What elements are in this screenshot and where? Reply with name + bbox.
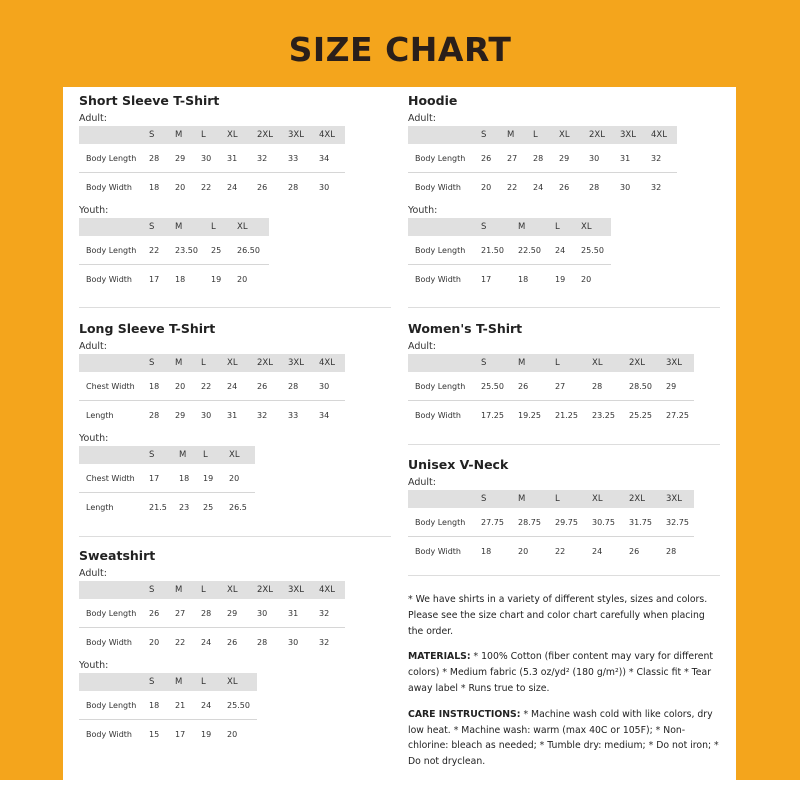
corner-cell [408,490,481,508]
adult-label: Adult: [79,568,107,579]
value-cell: 31 [227,144,257,173]
section-womens [408,321,694,429]
size-cell: L [555,490,592,508]
corner-cell [79,673,149,691]
size-cell: L [201,673,227,691]
youth-label: Youth: [79,205,109,216]
table-row [408,537,694,566]
value-cell: 30 [257,599,288,628]
size-table-youth [79,673,257,748]
size-table-adult [79,354,345,429]
table-row [408,508,694,537]
value-cell: 33 [288,144,319,173]
size-cell: M [518,218,555,236]
value-cell: 27 [507,144,533,173]
size-header-row [408,218,611,236]
value-cell: 20 [581,274,592,284]
value-cell: 26 [481,144,507,173]
value-cell: 18 [179,464,203,493]
value-cell: 26 [227,637,238,647]
corner-cell [79,581,149,599]
row-label: Body Length [408,236,481,265]
value-cell: 19.25 [518,410,541,420]
value-cell: 29 [559,144,589,173]
product-notes [408,592,722,780]
size-cell: L [555,354,592,372]
row-label: Body Width [415,410,461,420]
care-text: * Machine wash cold with like colors, dry low heat. * Machine wash: warm (max 40C or 105F); * Non-chlorine: bleach as needed; * Tumble dry: medium; * Do not iron; * Do not dryclean. [408,708,719,768]
size-cell: 3XL [666,354,694,372]
value-cell: 23.50 [175,236,211,265]
size-cell: L [201,126,227,144]
size-cell: L [533,126,559,144]
value-cell: 24 [201,637,212,647]
value-cell: 25.25 [629,410,652,420]
corner-cell [79,126,149,144]
value-cell: 24 [201,691,227,720]
size-cell: 3XL [288,354,319,372]
table-row [79,173,345,202]
size-cell: 2XL [629,490,666,508]
notes-intro: * We have shirts in a variety of different styles, sizes and colors. Please see the size chart and color chart carefully when placing the order. [408,594,708,637]
value-cell: 20 [149,637,160,647]
table-row [408,265,611,294]
size-cell: XL [227,581,257,599]
size-table-adult [408,490,694,565]
value-cell: 28 [666,546,677,556]
value-cell: 26.50 [237,236,269,265]
value-cell: 29.75 [555,508,592,537]
value-cell: 28 [533,144,559,173]
value-cell: 18 [175,274,186,284]
value-cell: 23.25 [592,410,615,420]
value-cell: 17 [481,274,492,284]
value-cell: 30.75 [592,508,629,537]
value-cell: 20 [237,274,248,284]
value-cell: 24 [533,182,544,192]
table-row [408,401,694,430]
row-label: Body Width [415,182,461,192]
header-bar [0,0,800,84]
value-cell: 28.75 [518,508,555,537]
materials-label: MATERIALS: [408,651,471,663]
value-cell: 29 [666,372,694,401]
value-cell: 30 [319,372,345,401]
value-cell: 28 [201,599,227,628]
size-cell: 4XL [319,126,345,144]
size-table-adult [79,126,345,201]
section-short-sleeve [79,93,345,293]
materials-text: * 100% Cotton (fiber content may vary for different colors) * Medium fabric (5.3 oz/yd² (180 g/m²)) * Classic fit * Tear away label * Runs true to size. [408,651,714,694]
value-cell: 24 [592,546,603,556]
value-cell: 19 [555,274,566,284]
value-cell: 30 [288,637,299,647]
section-title: Women's T-Shirt [408,321,523,336]
table-row [79,691,257,720]
size-cell: 2XL [257,126,288,144]
bottom-margin [0,780,800,800]
value-cell: 28 [257,637,268,647]
value-cell: 31 [620,144,651,173]
section-hoodie [408,93,677,293]
value-cell: 22 [175,637,186,647]
size-cell: M [179,446,203,464]
value-cell: 23 [179,502,190,512]
size-cell: XL [592,354,629,372]
size-table-youth [79,446,255,521]
row-label: Body Width [415,274,461,284]
size-cell: S [481,354,518,372]
size-header-row [408,354,694,372]
value-cell: 27.25 [666,410,689,420]
size-header-row [79,218,269,236]
value-cell: 21.5 [149,502,167,512]
size-cell: L [203,446,229,464]
youth-label: Youth: [79,433,109,444]
corner-cell [408,218,481,236]
size-cell: XL [581,218,611,236]
size-cell: M [518,490,555,508]
value-cell: 27.75 [481,508,518,537]
size-cell: 3XL [288,581,319,599]
value-cell: 24 [227,182,238,192]
section-long-sleeve [79,321,345,521]
value-cell: 26 [518,372,555,401]
row-label: Body Width [86,729,132,739]
row-label: Length [86,502,114,512]
materials-note [408,649,722,696]
section-title: Long Sleeve T-Shirt [79,321,216,336]
care-label: CARE INSTRUCTIONS: [408,708,521,720]
size-cell: S [481,490,518,508]
value-cell: 26 [149,599,175,628]
size-cell: L [211,218,237,236]
value-cell: 30 [319,182,330,192]
value-cell: 32 [257,410,268,420]
table-row [79,265,269,294]
section-vneck [408,457,694,565]
size-header-row [79,446,255,464]
table-row [79,493,255,522]
section-sweatshirt [79,548,345,748]
row-label: Body Width [86,274,132,284]
size-cell: XL [559,126,589,144]
size-cell: M [507,126,533,144]
table-row [79,599,345,628]
youth-label: Youth: [79,660,109,671]
value-cell: 28 [589,182,600,192]
value-cell: 19 [201,729,212,739]
table-row [79,401,345,430]
value-cell: 25.50 [581,236,611,265]
row-label: Length [86,410,114,420]
value-cell: 31.75 [629,508,666,537]
corner-cell [408,126,481,144]
row-label: Chest Width [79,464,149,493]
size-cell: S [149,446,179,464]
value-cell: 25.50 [227,691,257,720]
size-cell: 2XL [589,126,620,144]
value-cell: 31 [227,410,238,420]
adult-label: Adult: [408,113,436,124]
value-cell: 28 [149,410,160,420]
section-divider [408,575,720,576]
value-cell: 25 [211,236,237,265]
value-cell: 26 [257,372,288,401]
value-cell: 20 [175,182,186,192]
value-cell: 18 [481,546,492,556]
table-row [408,372,694,401]
row-label: Body Length [408,144,481,173]
size-header-row [408,490,694,508]
adult-label: Adult: [408,477,436,488]
size-header-row [408,126,677,144]
value-cell: 17 [149,464,179,493]
table-row [79,144,345,173]
value-cell: 21 [175,691,201,720]
size-cell: L [201,581,227,599]
row-label: Body Length [408,372,481,401]
adult-label: Adult: [408,341,436,352]
value-cell: 28.50 [629,372,666,401]
value-cell: 27 [555,372,592,401]
value-cell: 19 [203,464,229,493]
size-cell: M [175,581,201,599]
value-cell: 24 [227,372,257,401]
row-label: Body Length [408,508,481,537]
size-cell: 2XL [257,581,288,599]
table-row [79,720,257,749]
value-cell: 20 [229,464,255,493]
corner-cell [79,446,149,464]
value-cell: 26.5 [229,502,247,512]
value-cell: 29 [227,599,257,628]
size-cell: M [175,218,211,236]
size-cell: XL [227,673,257,691]
row-label: Chest Width [79,372,149,401]
size-cell: 4XL [319,581,345,599]
value-cell: 33 [288,410,299,420]
table-row [408,173,677,202]
value-cell: 26 [629,546,640,556]
table-row [79,372,345,401]
row-label: Body Length [79,599,149,628]
youth-label: Youth: [408,205,438,216]
size-chart-panel [63,87,736,800]
value-cell: 20 [175,372,201,401]
value-cell: 28 [149,144,175,173]
value-cell: 32 [257,144,288,173]
value-cell: 32 [319,637,330,647]
size-cell: S [481,218,518,236]
corner-cell [79,354,149,372]
page-title: SIZE CHART [288,30,512,69]
size-cell: L [555,218,581,236]
size-table-youth [408,218,611,293]
value-cell: 22 [201,372,227,401]
row-label: Body Width [415,546,461,556]
value-cell: 34 [319,144,345,173]
corner-cell [408,354,481,372]
section-divider [79,536,391,537]
row-label: Body Width [86,182,132,192]
adult-label: Adult: [79,113,107,124]
section-title: Unisex V-Neck [408,457,509,472]
value-cell: 18 [518,274,529,284]
value-cell: 32.75 [666,508,694,537]
value-cell: 25 [203,502,214,512]
row-label: Body Length [79,691,149,720]
size-cell: 2XL [257,354,288,372]
value-cell: 28 [592,372,629,401]
size-header-row [79,673,257,691]
size-table-adult [79,581,345,656]
size-cell: S [481,126,507,144]
value-cell: 20 [518,546,529,556]
section-title: Sweatshirt [79,548,156,563]
value-cell: 17 [175,729,186,739]
size-cell: M [175,354,201,372]
size-cell: 3XL [620,126,651,144]
value-cell: 15 [149,729,160,739]
care-note [408,707,722,770]
value-cell: 21.50 [481,236,518,265]
value-cell: 31 [288,599,319,628]
value-cell: 32 [651,182,662,192]
value-cell: 18 [149,691,175,720]
value-cell: 30 [201,144,227,173]
size-cell: XL [227,126,257,144]
adult-label: Adult: [79,341,107,352]
value-cell: 24 [555,236,581,265]
size-cell: S [149,126,175,144]
value-cell: 21.25 [555,410,578,420]
value-cell: 22.50 [518,236,555,265]
value-cell: 30 [589,144,620,173]
value-cell: 22 [507,182,518,192]
value-cell: 28 [288,182,299,192]
size-cell: M [175,126,201,144]
size-cell: 4XL [651,126,677,144]
table-row [408,236,611,265]
table-row [79,464,255,493]
size-table-youth [79,218,269,293]
value-cell: 18 [149,182,160,192]
value-cell: 22 [149,236,175,265]
value-cell: 32 [319,599,345,628]
size-cell: 3XL [288,126,319,144]
size-cell: 4XL [319,354,345,372]
corner-cell [79,218,149,236]
size-cell: XL [229,446,255,464]
section-title: Short Sleeve T-Shirt [79,93,220,108]
section-divider [408,444,720,445]
value-cell: 20 [481,182,492,192]
size-cell: XL [237,218,269,236]
value-cell: 20 [227,729,238,739]
value-cell: 34 [319,410,330,420]
value-cell: 25.50 [481,372,518,401]
size-table-adult [408,354,694,429]
section-divider [79,307,391,308]
value-cell: 17 [149,274,160,284]
section-divider [408,307,720,308]
size-cell: 2XL [629,354,666,372]
value-cell: 30 [201,410,212,420]
value-cell: 29 [175,410,186,420]
row-label: Body Length [79,144,149,173]
section-title: Hoodie [408,93,458,108]
value-cell: 17.25 [481,410,504,420]
table-row [408,144,677,173]
value-cell: 26 [257,182,268,192]
value-cell: 22 [201,182,212,192]
size-cell: L [201,354,227,372]
value-cell: 19 [211,274,222,284]
value-cell: 32 [651,144,677,173]
size-cell: M [175,673,201,691]
size-cell: XL [592,490,629,508]
size-header-row [79,126,345,144]
table-row [79,236,269,265]
row-label: Body Length [79,236,149,265]
size-cell: 3XL [666,490,694,508]
value-cell: 28 [288,372,319,401]
size-cell: S [149,354,175,372]
size-cell: S [149,218,175,236]
value-cell: 29 [175,144,201,173]
value-cell: 26 [559,182,570,192]
size-table-adult [408,126,677,201]
size-cell: M [518,354,555,372]
size-header-row [79,581,345,599]
size-cell: XL [227,354,257,372]
row-label: Body Width [86,637,132,647]
value-cell: 27 [175,599,201,628]
value-cell: 22 [555,546,566,556]
size-cell: S [149,581,175,599]
value-cell: 30 [620,182,631,192]
table-row [79,628,345,657]
value-cell: 18 [149,372,175,401]
size-header-row [79,354,345,372]
size-cell: S [149,673,175,691]
